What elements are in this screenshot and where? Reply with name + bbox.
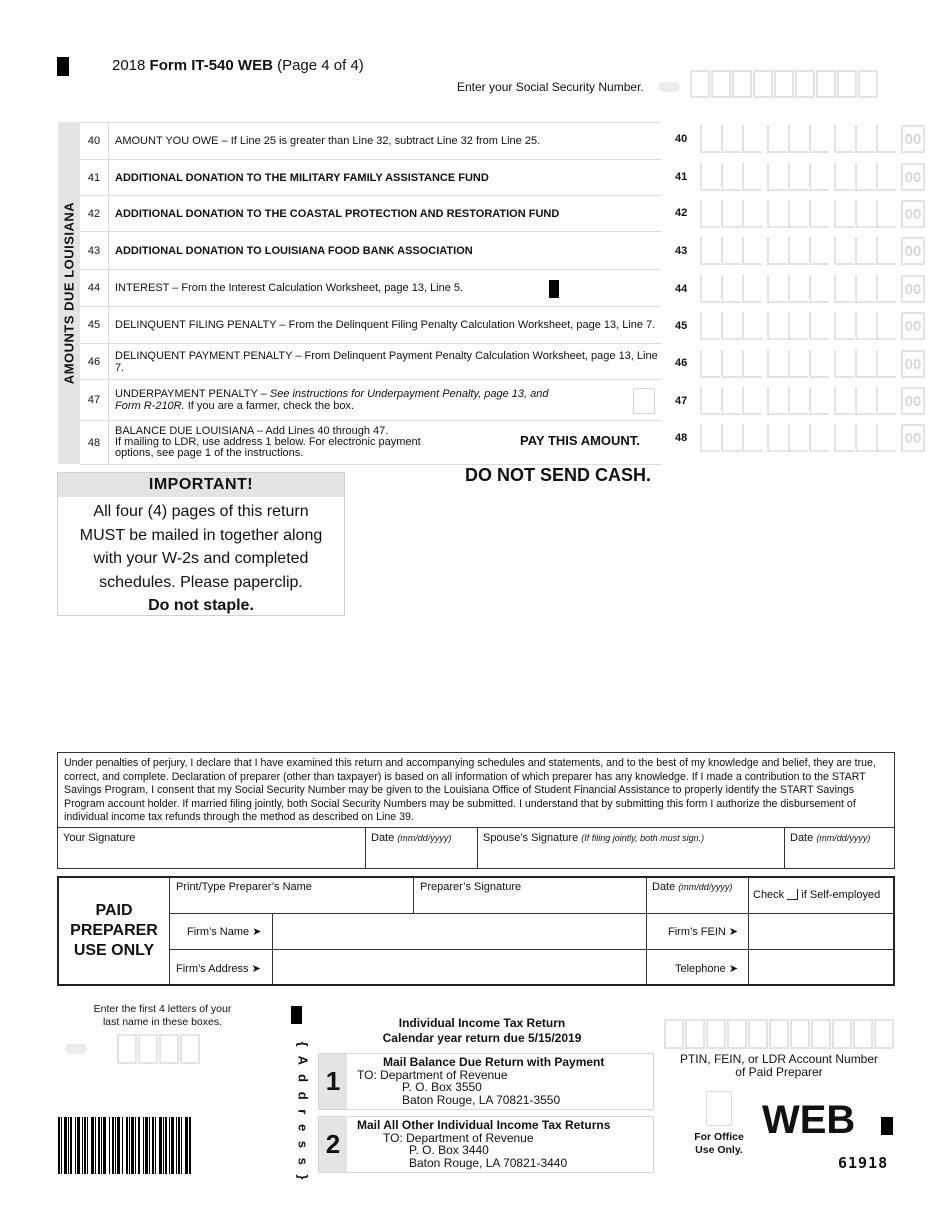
right-line-number: 45 bbox=[675, 320, 688, 332]
table-row bbox=[80, 196, 662, 232]
mailing-address-2 bbox=[318, 1116, 654, 1173]
amount-input[interactable]: 00 bbox=[700, 275, 925, 303]
paid-preparer-label: PAID PREPARER USE ONLY bbox=[70, 902, 158, 959]
line-description: INTEREST – From the Interest Calculation Worksheet, page 13, Line 5. bbox=[115, 282, 464, 294]
line-number: 40 bbox=[80, 123, 109, 159]
farmer-checkbox[interactable] bbox=[633, 388, 655, 414]
ssn-input-boxes[interactable] bbox=[690, 70, 879, 98]
line-number: 48 bbox=[80, 421, 109, 464]
amount-input[interactable]: 00 bbox=[700, 350, 925, 378]
registration-mark-bottom-right bbox=[881, 1117, 893, 1135]
amount-input[interactable]: 00 bbox=[700, 424, 925, 452]
ssn-prompt: Enter your Social Security Number. bbox=[457, 80, 644, 94]
form-title: 2018 Form IT-540 WEB (Page 4 of 4) bbox=[112, 57, 364, 74]
line-number: 44 bbox=[80, 270, 109, 306]
preparer-name-field[interactable]: Print/Type Preparer’s Name bbox=[176, 881, 312, 893]
important-notice bbox=[57, 472, 345, 616]
return-title: Individual Income Tax Return Calendar year return due 5/15/2019 bbox=[382, 1016, 582, 1045]
your-signature-field[interactable]: Your Signature bbox=[63, 832, 136, 844]
amounts-table bbox=[80, 122, 662, 465]
line-number: 47 bbox=[80, 380, 109, 420]
registration-mark-bottom-center bbox=[291, 1006, 302, 1024]
firm-address-label: Firm’s Address ➤ bbox=[176, 963, 261, 975]
line-description: ADDITIONAL DONATION TO THE COASTAL PROTECTION AND RESTORATION FUND bbox=[115, 207, 560, 220]
address-text: Mail All Other Individual Income Tax Returns TO: Department of Revenue P. O. Box 3440 Baton Rouge, LA 70821-3440 bbox=[357, 1118, 611, 1170]
right-line-number: 41 bbox=[675, 171, 688, 183]
preparer-date-field[interactable]: Date (mm/dd/yyyy) bbox=[652, 881, 733, 893]
line-description: AMOUNT YOU OWE – If Line 25 is greater than Line 32, subtract Line 32 from Line 25. bbox=[115, 135, 541, 147]
last-name-instructions: Enter the first 4 letters of your last name in these boxes. bbox=[93, 1003, 232, 1028]
line-description: ADDITIONAL DONATION TO THE MILITARY FAMILY ASSISTANCE FUND bbox=[115, 171, 489, 184]
pay-this-amount: PAY THIS AMOUNT. bbox=[520, 433, 640, 448]
your-date-field[interactable]: Date (mm/dd/yyyy) bbox=[371, 832, 452, 844]
table-row bbox=[80, 232, 662, 270]
line-number: 46 bbox=[80, 344, 109, 379]
right-line-number: 48 bbox=[675, 432, 688, 444]
amount-input[interactable]: 00 bbox=[700, 237, 925, 265]
line-description: DELINQUENT PAYMENT PENALTY – From Delinquent Payment Penalty Calculation Worksheet, page 13, Line 7. bbox=[115, 349, 658, 374]
right-line-number: 43 bbox=[675, 245, 688, 257]
signature-row bbox=[57, 827, 895, 869]
important-title: IMPORTANT! bbox=[58, 473, 344, 497]
ptin-label: PTIN, FEIN, or LDR Account Number of Paid Preparer bbox=[679, 1052, 879, 1079]
self-employed-check[interactable]: Check if Self-employed bbox=[753, 889, 881, 901]
section-label: AMOUNTS DUE LOUISIANA bbox=[61, 201, 77, 385]
address-text: Mail Balance Due Return with Payment TO: Department of Revenue P. O. Box 3550 Baton Rouge, LA 70821-3550 bbox=[357, 1055, 605, 1107]
amount-input[interactable]: 00 bbox=[700, 163, 925, 191]
right-line-number: 46 bbox=[675, 357, 688, 369]
form-code: 61918 bbox=[838, 1154, 889, 1172]
web-label: WEB bbox=[762, 1098, 856, 1142]
right-line-number: 47 bbox=[675, 395, 688, 407]
last-name-boxes[interactable] bbox=[117, 1034, 201, 1064]
mailing-address-1 bbox=[318, 1053, 654, 1110]
paid-preparer-section bbox=[57, 876, 895, 986]
important-body: All four (4) pages of this return MUST be mailed in together along with your W-2s and completed schedules. Please paperclip. Do not staple. bbox=[79, 503, 323, 614]
ptin-input-boxes[interactable] bbox=[664, 1019, 895, 1049]
right-line-number: 42 bbox=[675, 207, 688, 219]
line-description: BALANCE DUE LOUISIANA – Add Lines 40 through 47. If mailing to LDR, use address 1 below. For electronic payment options, see page 1 of the instructions. bbox=[115, 425, 421, 459]
registration-mark-top-left bbox=[57, 57, 69, 76]
pointing-hand-icon bbox=[658, 82, 680, 92]
firm-fein-label: Firm’s FEIN ➤ bbox=[668, 926, 739, 938]
table-row bbox=[80, 307, 662, 344]
pointing-hand-icon bbox=[65, 1044, 87, 1054]
barcode bbox=[58, 1117, 230, 1174]
firm-name-label: Firm’s Name ➤ bbox=[187, 926, 262, 938]
no-cash-warning: DO NOT SEND CASH. bbox=[465, 465, 652, 485]
right-line-number: 44 bbox=[675, 283, 688, 295]
line-description: ADDITIONAL DONATION TO LOUISIANA FOOD BANK ASSOCIATION bbox=[115, 244, 473, 257]
spouse-signature-field[interactable]: Spouse’s Signature (If filing jointly, both must sign.) bbox=[483, 832, 705, 844]
address-label: { A d d r e s s } bbox=[295, 1041, 311, 1183]
office-use-label: For Office Use Only. bbox=[694, 1131, 744, 1156]
table-row bbox=[80, 160, 662, 196]
address-number: 2 bbox=[319, 1117, 347, 1172]
line-description: UNDERPAYMENT PENALTY – See instructions for Underpayment Penalty, page 13, and Form R-210R. If you are a farmer, check the box. bbox=[115, 388, 549, 412]
line-number: 43 bbox=[80, 232, 109, 269]
amount-input[interactable]: 00 bbox=[700, 125, 925, 153]
perjury-statement: Under penalties of perjury, I declare that I have examined this return and accompanying schedules and statements, and to the best of my knowledge and belief, they are true, correct, and complete. Declaration of preparer (other than taxpayer) is based on all information of which preparer has any knowledge. If I made a contribution to the START Savings Program, I consent that my Social Security Number may be given to the Louisiana Office of Student Financial Assistance to properly identify the START Savings Program account holder. If married filing jointly, both Social Security Numbers may be submitted. I understand that by submitting this form I authorize the disbursement of individual income tax refunds through the method as described on Line 39. bbox=[57, 752, 895, 828]
table-row bbox=[80, 270, 662, 307]
office-use-box bbox=[706, 1091, 732, 1126]
amount-input[interactable]: 00 bbox=[700, 200, 925, 228]
right-line-number: 40 bbox=[675, 133, 688, 145]
line-number: 42 bbox=[80, 196, 109, 231]
line-number: 41 bbox=[80, 160, 109, 195]
amount-input[interactable]: 00 bbox=[700, 312, 925, 340]
amount-input[interactable]: 00 bbox=[700, 387, 925, 415]
line-number: 45 bbox=[80, 307, 109, 343]
line-description: DELINQUENT FILING PENALTY – From the Delinquent Filing Penalty Calculation Worksheet, page 13, Line 7. bbox=[115, 319, 656, 331]
table-row bbox=[80, 380, 662, 421]
table-row bbox=[80, 123, 662, 160]
address-number: 1 bbox=[319, 1054, 347, 1109]
preparer-signature-field[interactable]: Preparer’s Signature bbox=[420, 881, 522, 893]
telephone-label: Telephone ➤ bbox=[675, 963, 739, 975]
table-row bbox=[80, 344, 662, 380]
spouse-date-field[interactable]: Date (mm/dd/yyyy) bbox=[790, 832, 871, 844]
